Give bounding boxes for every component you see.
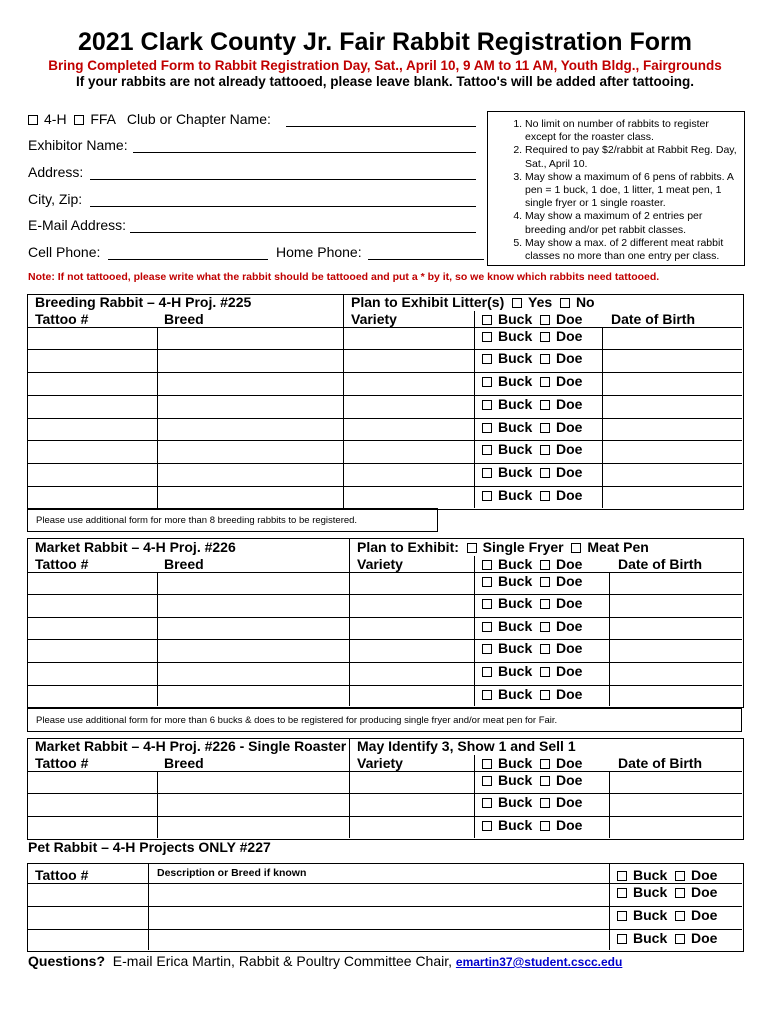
pet-tattoo-header: Tattoo # bbox=[35, 867, 89, 883]
buck-doe-row: Buck Doe bbox=[482, 573, 582, 589]
doe-checkbox[interactable] bbox=[540, 400, 550, 410]
buck-checkbox[interactable] bbox=[617, 934, 627, 944]
buck-doe-row: Buck Doe bbox=[482, 618, 582, 634]
doe-checkbox[interactable] bbox=[675, 934, 685, 944]
divider bbox=[474, 755, 475, 838]
buck-checkbox[interactable] bbox=[482, 798, 492, 808]
cell-phone-label: Cell Phone: bbox=[28, 244, 101, 260]
doe-checkbox[interactable] bbox=[540, 423, 550, 433]
market-tattoo-header: Tattoo # bbox=[35, 556, 89, 572]
pet-desc-header: Description or Breed if known bbox=[157, 867, 307, 879]
breeding-dob-header: Date of Birth bbox=[611, 311, 695, 327]
doe-checkbox[interactable] bbox=[540, 445, 550, 455]
buck-doe-row: Buck Doe bbox=[482, 441, 582, 457]
doe-checkbox[interactable] bbox=[540, 468, 550, 478]
row-line bbox=[27, 929, 742, 930]
buck-doe-row: Buck Doe bbox=[482, 556, 582, 572]
doe-checkbox[interactable] bbox=[540, 577, 550, 587]
buck-doe-row: Buck Doe bbox=[482, 772, 582, 788]
doe-checkbox[interactable] bbox=[540, 622, 550, 632]
contact-email-link[interactable]: emartin37@student.cscc.edu bbox=[455, 955, 623, 969]
buck-doe-row: Buck Doe bbox=[482, 487, 582, 503]
club-label: Club or Chapter Name: bbox=[126, 111, 271, 127]
buck-checkbox[interactable] bbox=[482, 468, 492, 478]
roaster-breed-header: Breed bbox=[164, 755, 204, 771]
meat-pen-checkbox[interactable] bbox=[571, 543, 581, 553]
breeding-tattoo-header: Tattoo # bbox=[35, 311, 89, 327]
row-line bbox=[27, 883, 742, 884]
buck-checkbox[interactable] bbox=[482, 400, 492, 410]
doe-checkbox[interactable] bbox=[540, 491, 550, 501]
row-line bbox=[27, 349, 742, 350]
divider bbox=[157, 771, 158, 838]
market-variety-header: Variety bbox=[357, 556, 403, 572]
doe-checkbox[interactable] bbox=[540, 667, 550, 677]
buck-checkbox[interactable] bbox=[482, 644, 492, 654]
doe-checkbox[interactable] bbox=[675, 888, 685, 898]
club-name-field[interactable] bbox=[286, 126, 476, 127]
exhibitor-name-field[interactable] bbox=[133, 152, 476, 153]
registration-instructions: Bring Completed Form to Rabbit Registration Day, Sat., April 10, 9 AM to 11 AM, Youth Bldg., Fairgrounds bbox=[48, 58, 722, 73]
buck-doe-row: Buck Doe bbox=[482, 817, 582, 833]
doe-checkbox[interactable] bbox=[540, 377, 550, 387]
buck-checkbox[interactable] bbox=[617, 911, 627, 921]
row-line bbox=[27, 440, 742, 441]
buck-doe-row: Buck Doe bbox=[482, 419, 582, 435]
buck-checkbox[interactable] bbox=[617, 888, 627, 898]
form-title: 2021 Clark County Jr. Fair Rabbit Registration Form bbox=[77, 28, 693, 56]
buck-checkbox[interactable] bbox=[482, 667, 492, 677]
buck-doe-row: Buck Doe bbox=[482, 464, 582, 480]
buck-checkbox[interactable] bbox=[482, 690, 492, 700]
row-line bbox=[27, 372, 742, 373]
buck-checkbox[interactable] bbox=[482, 315, 492, 325]
rule-item: 2. Required to pay $2/rabbit at Rabbit Reg. Day, Sat., April 10. bbox=[525, 144, 738, 170]
row-line bbox=[27, 572, 742, 573]
doe-checkbox[interactable] bbox=[540, 560, 550, 570]
tattoo-instructions: If your rabbits are not already tattooed, please leave blank. Tattoo's will be added after tattooing. bbox=[75, 74, 695, 89]
email-label: E-Mail Address: bbox=[28, 217, 127, 233]
row-line bbox=[27, 816, 742, 817]
affiliation-row: 4-H FFA Club or Chapter Name: bbox=[28, 111, 271, 127]
buck-doe-row: Buck Doe bbox=[482, 373, 582, 389]
single-fryer-checkbox[interactable] bbox=[467, 543, 477, 553]
pet-title: Pet Rabbit – 4-H Projects ONLY #227 bbox=[28, 839, 271, 855]
row-line bbox=[27, 639, 742, 640]
doe-checkbox[interactable] bbox=[675, 871, 685, 881]
divider bbox=[474, 311, 475, 508]
buck-checkbox[interactable] bbox=[482, 577, 492, 587]
row-line bbox=[27, 463, 742, 464]
litter-no-checkbox[interactable] bbox=[560, 298, 570, 308]
roaster-variety-header: Variety bbox=[357, 755, 403, 771]
doe-checkbox[interactable] bbox=[540, 776, 550, 786]
buck-checkbox[interactable] bbox=[482, 491, 492, 501]
buck-checkbox[interactable] bbox=[482, 622, 492, 632]
buck-doe-row: Buck Doe bbox=[617, 930, 717, 946]
breeding-variety-header: Variety bbox=[351, 311, 397, 327]
questions-text: E-mail Erica Martin, Rabbit & Poultry Committee Chair, bbox=[112, 953, 453, 969]
buck-doe-row: Buck Doe bbox=[617, 867, 717, 883]
buck-doe-row: Buck Doe bbox=[482, 794, 582, 810]
roaster-plan: May Identify 3, Show 1 and Sell 1 bbox=[357, 738, 576, 754]
row-line bbox=[27, 395, 742, 396]
buck-doe-row: Buck Doe bbox=[617, 884, 717, 900]
doe-checkbox[interactable] bbox=[540, 644, 550, 654]
doe-checkbox[interactable] bbox=[540, 821, 550, 831]
divider bbox=[349, 738, 350, 838]
doe-checkbox[interactable] bbox=[540, 332, 550, 342]
row-line bbox=[27, 906, 742, 907]
market-dob-header: Date of Birth bbox=[618, 556, 702, 572]
doe-checkbox[interactable] bbox=[540, 599, 550, 609]
breeding-plan: Plan to Exhibit Litter(s) Yes No bbox=[351, 294, 595, 310]
tattoo-note: Note: If not tattooed, please write what the rabbit should be tattooed and put a * by it, so we know which rabbits need tattooed. bbox=[28, 271, 660, 283]
cityzip-label: City, Zip: bbox=[28, 191, 83, 207]
buck-checkbox[interactable] bbox=[482, 377, 492, 387]
market-plan: Plan to Exhibit: Single Fryer Meat Pen bbox=[357, 539, 649, 555]
rule-item: 4. May show a maximum of 2 entries per breeding and/or pet rabbit classes. bbox=[525, 210, 738, 236]
roaster-dob-header: Date of Birth bbox=[618, 755, 702, 771]
buck-doe-row: Buck Doe bbox=[482, 311, 582, 327]
rule-item: 1. No limit on number of rabbits to register except for the roaster class. bbox=[525, 118, 738, 144]
buck-checkbox[interactable] bbox=[617, 871, 627, 881]
buck-doe-row: Buck Doe bbox=[482, 350, 582, 366]
buck-checkbox[interactable] bbox=[482, 423, 492, 433]
doe-checkbox[interactable] bbox=[675, 911, 685, 921]
divider bbox=[474, 556, 475, 706]
buck-checkbox[interactable] bbox=[482, 821, 492, 831]
roaster-tattoo-header: Tattoo # bbox=[35, 755, 89, 771]
buck-doe-row: Buck Doe bbox=[482, 396, 582, 412]
row-line bbox=[27, 418, 742, 419]
row-line bbox=[27, 662, 742, 663]
buck-doe-row: Buck Doe bbox=[482, 640, 582, 656]
row-line bbox=[27, 594, 742, 595]
buck-doe-row: Buck Doe bbox=[482, 595, 582, 611]
doe-checkbox[interactable] bbox=[540, 315, 550, 325]
questions-label: Questions? bbox=[28, 953, 106, 969]
row-line bbox=[27, 617, 742, 618]
market-breed-header: Breed bbox=[164, 556, 204, 572]
buck-doe-row: Buck Doe bbox=[482, 328, 582, 344]
doe-checkbox[interactable] bbox=[540, 798, 550, 808]
buck-checkbox[interactable] bbox=[482, 759, 492, 769]
exhibitor-label: Exhibitor Name: bbox=[28, 137, 128, 153]
home-phone-field[interactable] bbox=[368, 259, 484, 260]
doe-checkbox[interactable] bbox=[540, 354, 550, 364]
cell-phone-field[interactable] bbox=[108, 259, 268, 260]
market-title: Market Rabbit – 4-H Proj. #226 bbox=[35, 539, 236, 555]
buck-checkbox[interactable] bbox=[482, 445, 492, 455]
buck-doe-row: Buck Doe bbox=[482, 663, 582, 679]
checkbox-ffa[interactable] bbox=[74, 115, 84, 125]
breeding-title: Breeding Rabbit – 4-H Proj. #225 bbox=[35, 294, 252, 310]
divider bbox=[609, 771, 610, 838]
buck-checkbox[interactable] bbox=[482, 332, 492, 342]
rule-item: 5. May show a max. of 2 different meat rabbit classes no more than one entry per class. bbox=[525, 237, 738, 263]
buck-checkbox[interactable] bbox=[482, 354, 492, 364]
litter-yes-checkbox[interactable] bbox=[512, 298, 522, 308]
buck-doe-row: Buck Doe bbox=[482, 755, 582, 771]
cityzip-field[interactable] bbox=[90, 206, 476, 207]
row-line bbox=[27, 327, 742, 328]
buck-checkbox[interactable] bbox=[482, 776, 492, 786]
row-line bbox=[27, 685, 742, 686]
buck-doe-row: Buck Doe bbox=[617, 907, 717, 923]
checkbox-4h[interactable] bbox=[28, 115, 38, 125]
home-phone-label: Home Phone: bbox=[276, 244, 362, 260]
row-line bbox=[27, 486, 742, 487]
roaster-title: Market Rabbit – 4-H Proj. #226 - Single Roaster bbox=[35, 738, 347, 754]
breeding-breed-header: Breed bbox=[164, 311, 204, 327]
questions-line bbox=[28, 953, 622, 969]
row-line bbox=[27, 771, 742, 772]
breeding-footer: Please use additional form for more than 8 breeding rabbits to be registered. bbox=[27, 508, 438, 532]
rule-item: 3. May show a maximum of 6 pens of rabbits. A pen = 1 buck, 1 doe, 1 litter, 1 meat pen, 1 single fryer or 1 single roaster. bbox=[525, 171, 738, 211]
divider bbox=[349, 538, 350, 706]
buck-doe-row: Buck Doe bbox=[482, 686, 582, 702]
email-field[interactable] bbox=[130, 232, 476, 233]
row-line bbox=[27, 793, 742, 794]
buck-checkbox[interactable] bbox=[482, 599, 492, 609]
doe-checkbox[interactable] bbox=[540, 690, 550, 700]
market-footer: Please use additional form for more than 6 bucks & does to be registered for producing single fryer and/or meat pen for Fair. bbox=[27, 708, 742, 732]
address-label: Address: bbox=[28, 164, 84, 180]
doe-checkbox[interactable] bbox=[540, 759, 550, 769]
buck-checkbox[interactable] bbox=[482, 560, 492, 570]
rules-box bbox=[487, 111, 745, 266]
address-field[interactable] bbox=[90, 179, 476, 180]
